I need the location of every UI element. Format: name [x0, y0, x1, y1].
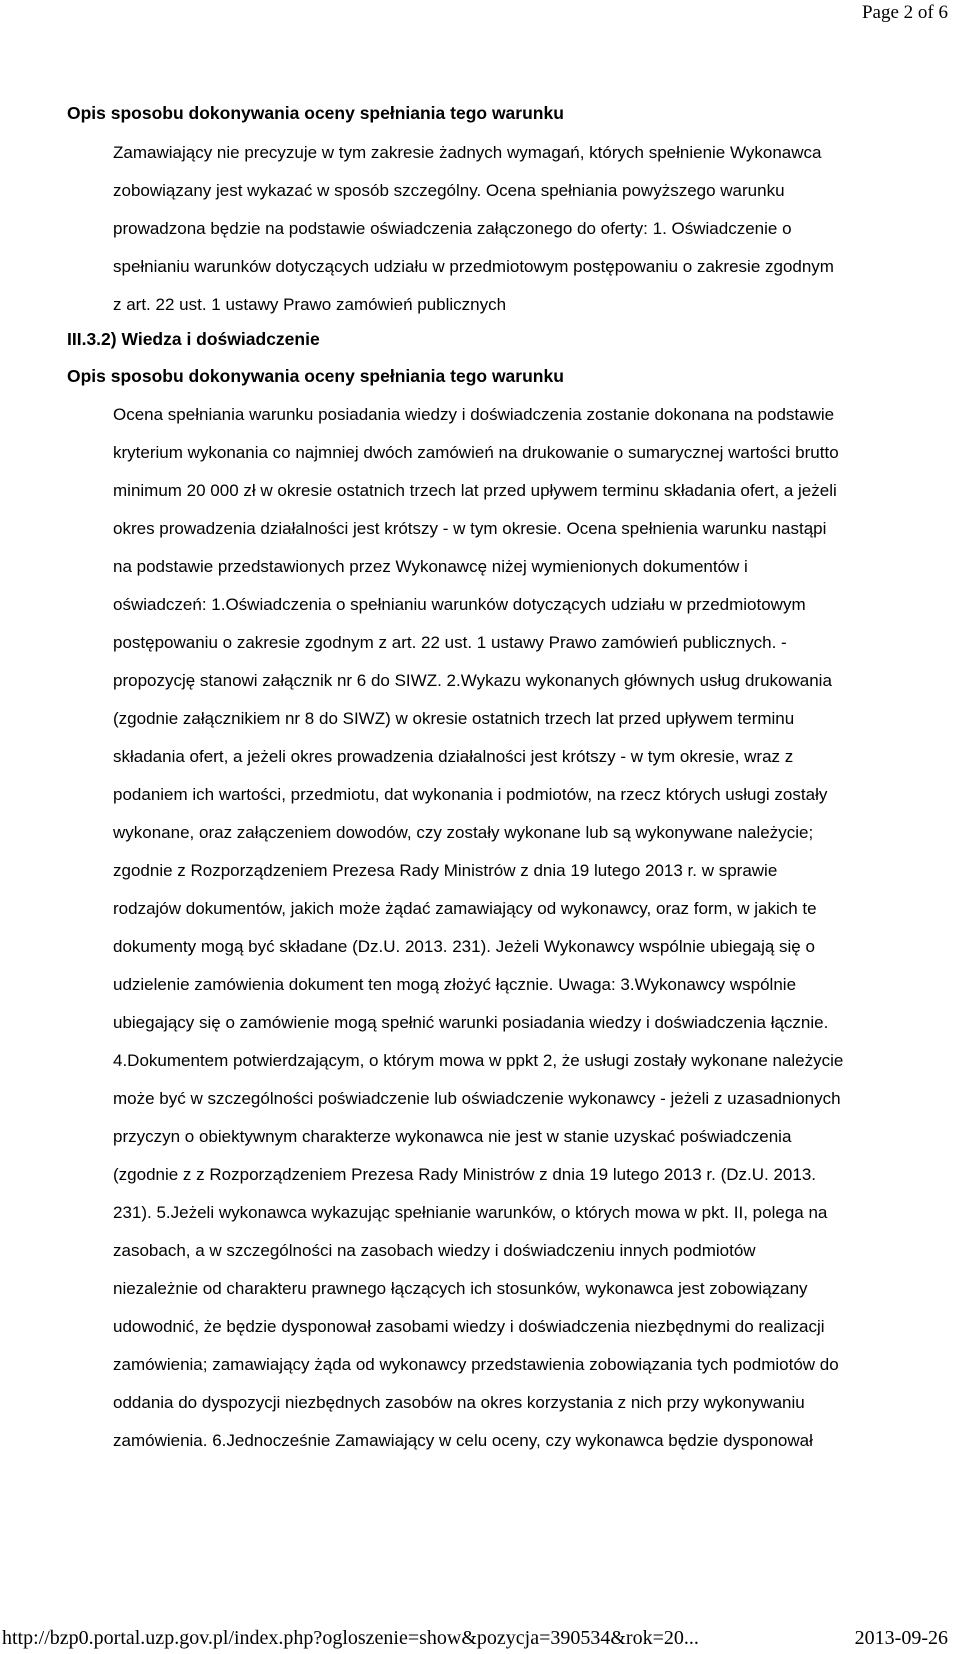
text-line: oświadczeń: 1.Oświadczenia o spełnianiu warunków dotyczących udziału w przedmiotowym	[113, 595, 806, 614]
text-line: spełnianiu warunków dotyczących udziału w przedmiotowym postępowaniu o zakresie zgodnym	[113, 257, 834, 276]
text-line: na podstawie przedstawionych przez Wykonawcę niżej wymienionych dokumentów i	[113, 557, 748, 576]
section2-body	[113, 396, 843, 1460]
text-line: (zgodnie z z Rozporządzeniem Prezesa Rady Ministrów z dnia 19 lutego 2013 r. (Dz.U. 2013.	[113, 1165, 817, 1184]
text-line: zobowiązany jest wykazać w sposób szczególny. Ocena spełniania powyższego warunku	[113, 181, 785, 200]
text-line: Ocena spełniania warunku posiadania wiedzy i doświadczenia zostanie dokonana na podstawie	[113, 405, 835, 424]
text-line: rodzajów dokumentów, jakich może żądać zamawiający od wykonawcy, oraz form, w jakich te	[113, 899, 817, 918]
text-line: prowadzona będzie na podstawie oświadczenia załączonego do oferty: 1. Oświadczenie o	[113, 219, 792, 238]
text-line: ubiegający się o zamówienie mogą spełnić warunki posiadania wiedzy i doświadczenia łącznie.	[113, 1013, 829, 1032]
footer-url: http://bzp0.portal.uzp.gov.pl/index.php?ogloszenie=show&pozycja=390534&rok=20...	[2, 1627, 699, 1649]
text-line: Zamawiający nie precyzuje w tym zakresie żadnych wymagań, których spełnienie Wykonawca	[113, 143, 822, 162]
text-line: zamówienia; zamawiający żąda od wykonawcy przedstawienia zobowiązania tych podmiotów do	[113, 1355, 839, 1374]
text-line: niezależnie od charakteru prawnego łączących ich stosunków, wykonawca jest zobowiązany	[113, 1279, 808, 1298]
section2-title: III.3.2) Wiedza i doświadczenie	[67, 329, 320, 349]
text-line: podaniem ich wartości, przedmiotu, dat wykonania i podmiotów, na rzecz których usługi zostały	[113, 785, 828, 804]
text-line: zgodnie z Rozporządzeniem Prezesa Rady Ministrów z dnia 19 lutego 2013 r. w sprawie	[113, 861, 778, 880]
text-line: zamówienia. 6.Jednocześnie Zamawiający w celu oceny, czy wykonawca będzie dysponował	[113, 1431, 813, 1450]
text-line: minimum 20 000 zł w okresie ostatnich trzech lat przed upływem terminu składania ofert, a jeżeli	[113, 481, 837, 500]
text-line: może być w szczególności poświadczenie lub oświadczenie wykonawcy - jeżeli z uzasadnionych	[113, 1089, 841, 1108]
text-line: dokumenty mogą być składane (Dz.U. 2013. 231). Jeżeli Wykonawcy wspólnie ubiegają się o	[113, 937, 815, 956]
text-line: 4.Dokumentem potwierdzającym, o którym mowa w ppkt 2, że usługi zostały wykonane należycie	[113, 1051, 844, 1070]
section1-body	[113, 134, 834, 324]
text-line: udowodnić, że będzie dysponował zasobami wiedzy i doświadczenia niezbędnymi do realizacji	[113, 1317, 825, 1336]
text-line: z art. 22 ust. 1 ustawy Prawo zamówień publicznych	[113, 295, 507, 314]
text-line: 231). 5.Jeżeli wykonawca wykazując spełnianie warunków, o których mowa w pkt. II, polega na	[113, 1203, 828, 1222]
text-line: wykonane, oraz załączeniem dowodów, czy zostały wykonane lub są wykonywane należycie;	[113, 823, 814, 842]
section1-heading: Opis sposobu dokonywania oceny spełniania tego warunku	[67, 103, 564, 123]
text-line: kryterium wykonania co najmniej dwóch zamówień na drukowanie o sumarycznej wartości brutto	[113, 443, 839, 462]
text-line: udzielenie zamówienia dokument ten mogą złożyć łącznie. Uwaga: 3.Wykonawcy wspólnie	[113, 975, 797, 994]
text-line: (zgodnie załącznikiem nr 8 do SIWZ) w okresie ostatnich trzech lat przed upływem terminu	[113, 709, 795, 728]
text-line: okres prowadzenia działalności jest krótszy - w tym okresie. Ocena spełnienia warunku nastąpi	[113, 519, 827, 538]
text-line: zasobach, a w szczególności na zasobach wiedzy i doświadczeniu innych podmiotów	[113, 1241, 756, 1260]
text-line: składania ofert, a jeżeli okres prowadzenia działalności jest krótszy - w tym okresie, wraz z	[113, 747, 794, 766]
footer-date: 2013-09-26	[854, 1627, 948, 1649]
page-number: Page 2 of 6	[861, 2, 948, 23]
text-line: postępowaniu o zakresie zgodnym z art. 22 ust. 1 ustawy Prawo zamówień publicznych. -	[113, 633, 787, 652]
text-line: propozycję stanowi załącznik nr 6 do SIWZ. 2.Wykazu wykonanych głównych usług drukowania	[113, 671, 832, 690]
text-line: przyczyn o obiektywnym charakterze wykonawca nie jest w stanie uzyskać poświadczenia	[113, 1127, 792, 1146]
text-line: oddania do dyspozycji niezbędnych zasobów na okres korzystania z nich przy wykonywaniu	[113, 1393, 805, 1412]
section2-heading: Opis sposobu dokonywania oceny spełniania tego warunku	[67, 366, 564, 386]
